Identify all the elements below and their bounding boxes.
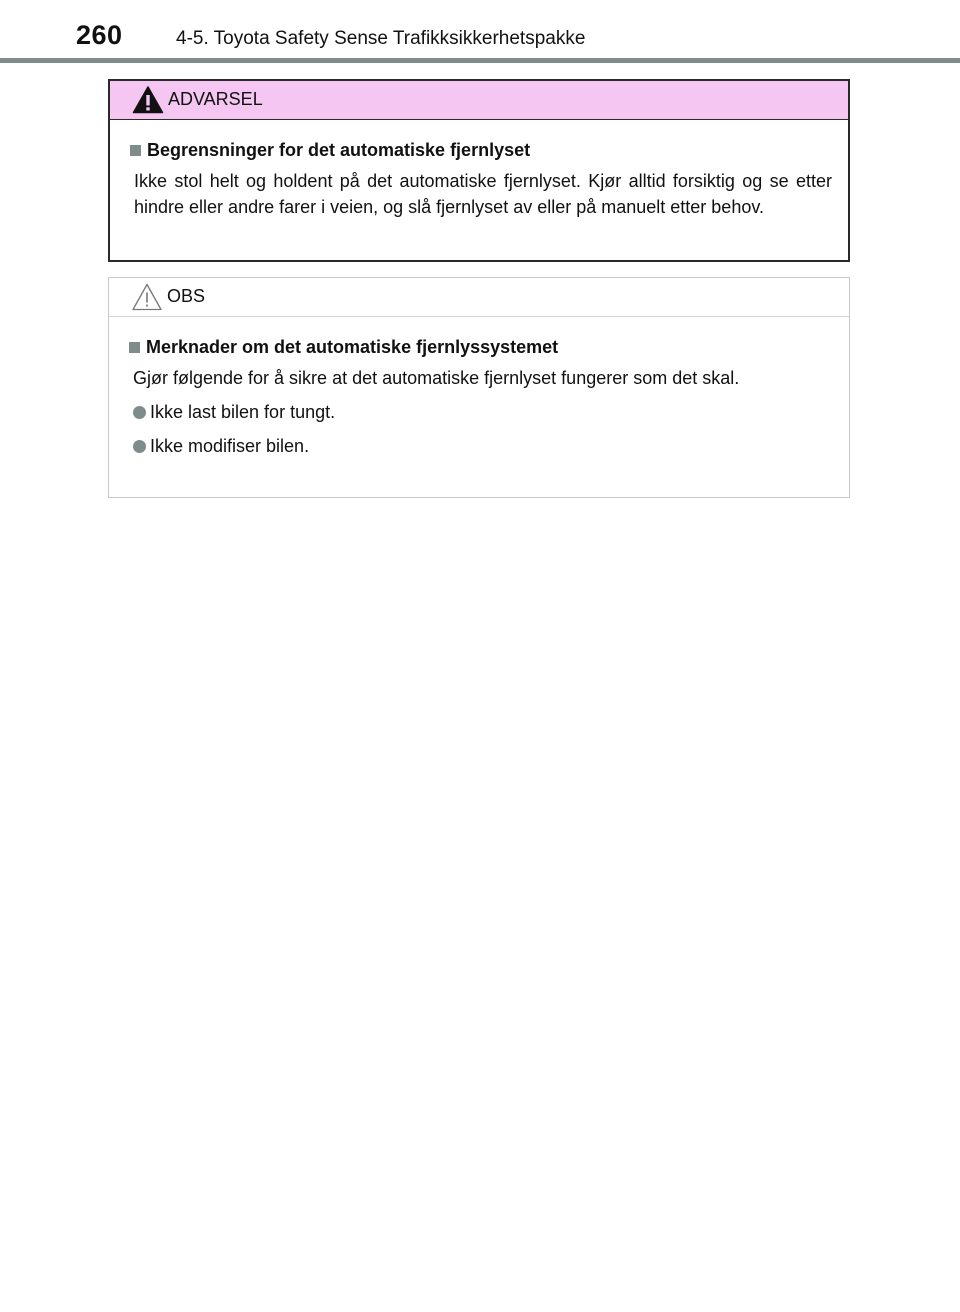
caution-triangle-outline-icon: [131, 282, 163, 312]
warning-box-body: [110, 120, 848, 220]
square-bullet-icon: [130, 145, 141, 156]
notice-label: OBS: [167, 286, 206, 306]
notice-box-body: [109, 317, 849, 459]
round-bullet-icon: [133, 440, 146, 453]
warning-box: [108, 79, 850, 262]
list-item-text: Ikke last bilen for tungt.: [150, 402, 336, 422]
notice-box: [108, 277, 850, 498]
notice-text: Gjør følgende for å sikre at det automatiske fjernlyset fungerer som det skal.: [133, 368, 740, 388]
notice-box-header: [109, 278, 849, 317]
warning-label: ADVARSEL: [168, 89, 263, 109]
square-bullet-icon: [129, 342, 140, 353]
section-title: 4-5. Toyota Safety Sense Trafikksikkerhetspakke: [176, 28, 586, 49]
page-header: [0, 0, 960, 66]
page-number: 260: [76, 20, 123, 50]
warning-text: Ikke stol helt og holdent på det automatiske fjernlyset. Kjør alltid forsiktig og se etter hindre eller andre farer i veien, og slå fjernlyset av eller på manuelt etter behov.: [134, 171, 832, 217]
warning-heading-text: Begrensninger for det automatiske fjernlyset: [147, 140, 531, 160]
round-bullet-icon: [133, 406, 146, 419]
notice-heading-text: Merknader om det automatiske fjernlyssystemet: [146, 337, 559, 357]
warning-box-header: [110, 81, 848, 120]
list-item: [133, 433, 835, 459]
list-item: [133, 399, 835, 425]
notice-heading: [129, 335, 835, 359]
header-rule: [0, 58, 960, 63]
warning-triangle-icon: [132, 85, 164, 115]
list-item-text: Ikke modifiser bilen.: [150, 436, 310, 456]
warning-heading: [130, 138, 834, 162]
